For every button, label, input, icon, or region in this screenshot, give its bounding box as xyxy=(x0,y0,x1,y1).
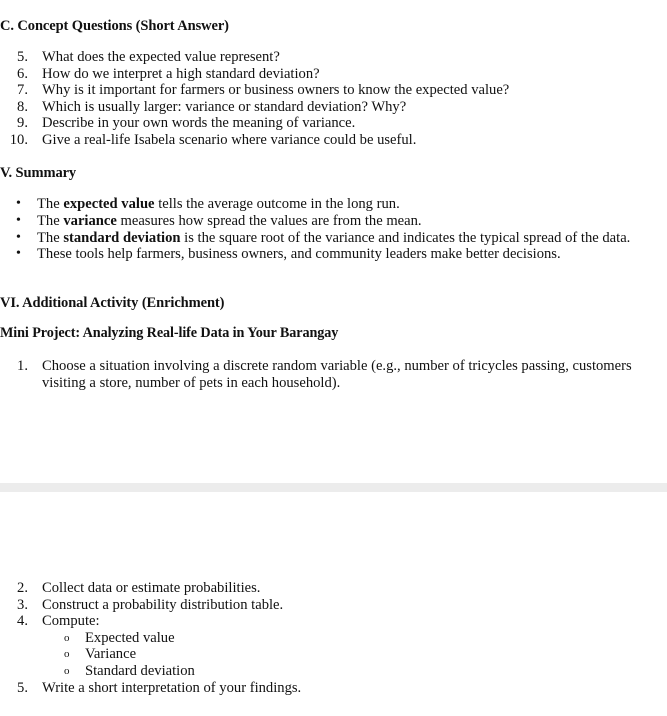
mini-project-steps-page-two-container xyxy=(0,580,667,696)
text-bold: expected value xyxy=(63,196,155,212)
text-lead: The xyxy=(37,229,64,246)
list-item xyxy=(0,82,667,99)
list-item-text xyxy=(37,230,630,246)
text-lead: The xyxy=(37,196,64,212)
list-item-text: How do we interpret a high standard deviation? xyxy=(42,65,320,82)
list-item xyxy=(0,230,667,247)
mini-project-heading: Mini Project: Analyzing Real-life Data in Your Barangay xyxy=(0,325,339,341)
text-lead: These tools help farmers, business owners, and community leaders make better decisions. xyxy=(37,246,561,263)
text-rest: is the square root of the variance and indicates the typical spread of the data. xyxy=(180,229,631,246)
section-v-heading: V. Summary xyxy=(0,165,77,181)
section-c-container xyxy=(0,17,645,35)
mini-project-steps-page-two xyxy=(0,580,667,696)
list-item xyxy=(0,358,667,391)
list-item-text: Compute: xyxy=(42,613,100,630)
list-item-text: Describe in your own words the meaning of variance. xyxy=(42,115,356,132)
document-page-two xyxy=(0,492,667,716)
list-marker: 8. xyxy=(17,98,28,115)
list-marker: 9. xyxy=(17,115,28,132)
list-item-text: Write a short interpretation of your findings. xyxy=(42,679,302,696)
mini-project-steps-page-one xyxy=(0,358,667,391)
list-marker: 6. xyxy=(17,65,28,82)
list-item xyxy=(0,196,667,213)
list-item xyxy=(42,663,667,680)
list-item-text: Which is usually larger: variance or standard deviation? Why? xyxy=(42,98,407,115)
list-item-text xyxy=(37,213,422,229)
list-item xyxy=(0,580,667,597)
section-c-heading: C. Concept Questions (Short Answer) xyxy=(0,18,229,34)
list-marker: 10. xyxy=(9,131,28,148)
section-v-container xyxy=(0,164,645,182)
list-marker: 4. xyxy=(17,613,28,630)
list-marker: 3. xyxy=(17,596,28,613)
text-lead: The xyxy=(37,212,64,229)
list-item-text: Why is it important for farmers or business owners to know the expected value? xyxy=(42,82,510,99)
list-item xyxy=(0,115,667,132)
list-item xyxy=(0,132,667,149)
concept-questions-list xyxy=(0,49,667,149)
list-marker: 2. xyxy=(17,580,28,596)
list-item-text xyxy=(37,196,400,212)
section-vi-container xyxy=(0,294,645,312)
list-item-text: What does the expected value represent? xyxy=(42,49,280,65)
list-item xyxy=(0,680,667,697)
list-marker: 1. xyxy=(17,358,28,374)
text-rest: measures how spread the values are from the mean. xyxy=(116,212,422,229)
text-bold: variance xyxy=(63,212,117,229)
list-marker: 5. xyxy=(17,679,28,696)
summary-list xyxy=(0,196,667,263)
compute-sub-list xyxy=(42,630,667,680)
concept-questions-list-container xyxy=(0,49,667,149)
mini-project-container xyxy=(0,325,645,343)
list-item xyxy=(0,597,667,614)
circle-bullet-icon: o xyxy=(64,631,70,644)
list-item-text xyxy=(37,246,561,262)
bullet-icon: • xyxy=(16,196,21,211)
list-item xyxy=(0,613,667,679)
summary-list-container xyxy=(0,196,667,263)
circle-bullet-icon: o xyxy=(64,648,70,661)
list-item-text: Collect data or estimate probabilities. xyxy=(42,580,261,596)
list-item-text: Standard deviation xyxy=(85,662,195,679)
list-item xyxy=(0,66,667,83)
page-break-separator xyxy=(0,483,667,492)
list-item xyxy=(0,213,667,230)
text-bold: standard deviation xyxy=(63,229,181,246)
list-item xyxy=(0,99,667,116)
circle-bullet-icon: o xyxy=(64,664,70,677)
list-marker: 7. xyxy=(17,82,28,99)
list-item-text: Variance xyxy=(85,646,137,663)
list-item-text: Expected value xyxy=(85,629,175,646)
bullet-icon: • xyxy=(16,212,21,228)
text-rest: tells the average outcome in the long run. xyxy=(154,196,400,212)
list-item xyxy=(42,630,667,647)
mini-project-steps-page-one-container xyxy=(0,358,667,391)
list-marker: 5. xyxy=(17,49,28,65)
list-item-text: Choose a situation involving a discrete random variable (e.g., number of tricycles passing, customers visiting a store, number of pets in each household). xyxy=(42,358,632,391)
list-item-text: Give a real-life Isabela scenario where variance could be useful. xyxy=(42,131,417,148)
section-vi-heading: VI. Additional Activity (Enrichment) xyxy=(0,295,225,311)
list-item-text: Construct a probability distribution table. xyxy=(42,596,284,613)
list-item xyxy=(0,246,667,263)
list-item xyxy=(0,49,667,66)
bullet-icon: • xyxy=(16,246,21,262)
list-item xyxy=(42,646,667,663)
bullet-icon: • xyxy=(16,229,21,245)
